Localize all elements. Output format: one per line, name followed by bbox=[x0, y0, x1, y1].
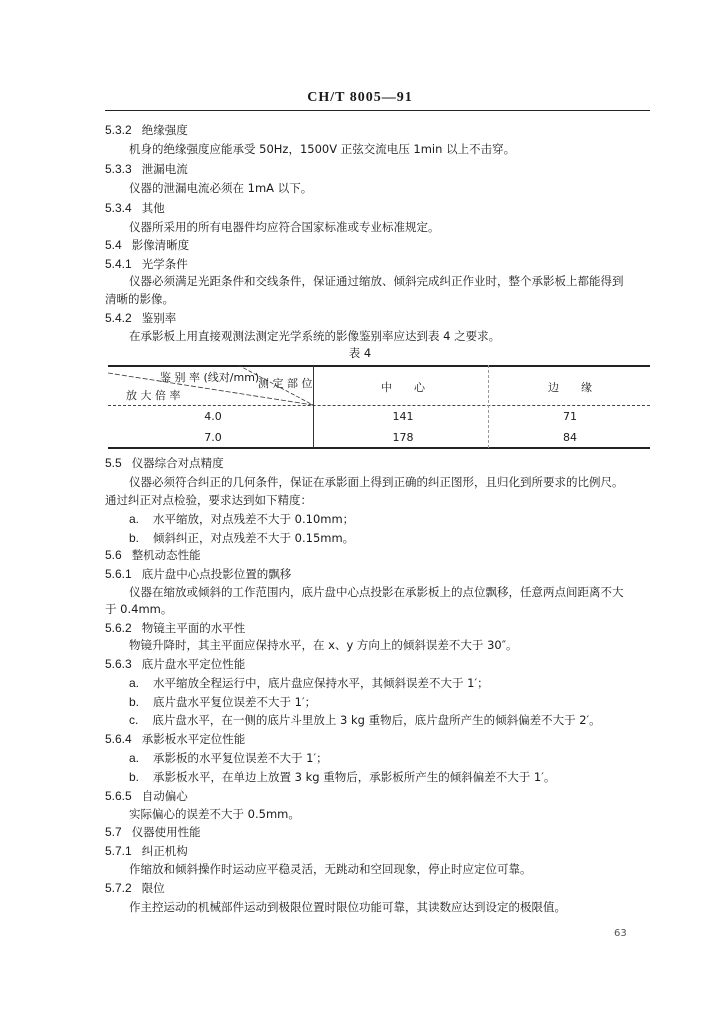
cell-edge: 71 bbox=[563, 410, 577, 423]
cell-mag: 7.0 bbox=[204, 431, 222, 444]
line-text: 作缩放和倾斜操作时运动应平稳灵活，无跳动和空回现象，停止时应定位可靠。 bbox=[129, 862, 532, 876]
section-title: 底片盘水平定位性能 bbox=[141, 657, 246, 671]
item-marker: b. bbox=[129, 770, 140, 784]
table-bottom-rule bbox=[108, 447, 650, 449]
line-text: 仪器必须满足光距条件和交线条件，保证通过缩放、倾斜完成纠正作业时，整个承影板上都能得到 bbox=[129, 274, 624, 288]
cell-center: 141 bbox=[392, 410, 414, 423]
section-title: 自动偏心 bbox=[141, 789, 188, 803]
section-title: 仪器使用性能 bbox=[131, 825, 201, 839]
line-text: 承影板的水平复位误差不大于 1′； bbox=[153, 751, 328, 765]
section-title: 物镜主平面的水平性 bbox=[141, 621, 246, 635]
item-marker: a. bbox=[129, 751, 140, 765]
line-text: 仪器所采用的所有电器件均应符合国家标准或专业标准规定。 bbox=[129, 220, 440, 234]
paragraph-line bbox=[129, 180, 312, 196]
header-magnification: 放 大 倍 率 bbox=[126, 389, 181, 402]
paragraph-line bbox=[129, 861, 532, 877]
section-title: 限位 bbox=[141, 881, 165, 895]
list-item bbox=[129, 694, 316, 710]
paragraph-line bbox=[129, 141, 515, 157]
table-divider-dashed bbox=[488, 365, 489, 448]
paragraph-line bbox=[129, 273, 624, 289]
section-number: 5.7.1 bbox=[105, 844, 132, 858]
section-heading bbox=[105, 566, 291, 582]
section-title: 纠正机构 bbox=[141, 844, 188, 858]
line-text: 仪器在缩放或倾斜的工作范围内，底片盘中心点投影在承影板上的点位飘移，任意两点间距离不大 bbox=[129, 585, 624, 599]
section-number: 5.6.2 bbox=[105, 621, 132, 635]
section-heading bbox=[105, 880, 165, 896]
section-title: 承影板水平定位性能 bbox=[141, 732, 246, 746]
header-rule bbox=[105, 110, 650, 111]
section-title: 底片盘中心点投影位置的飘移 bbox=[141, 567, 292, 581]
section-number: 5.6.1 bbox=[105, 567, 132, 581]
column-center: 中 心 bbox=[381, 381, 425, 394]
list-item bbox=[129, 769, 555, 785]
section-title: 泄漏电流 bbox=[141, 162, 188, 176]
line-text: 通过纠正对点检验，要求达到如下精度： bbox=[105, 493, 312, 507]
list-item bbox=[129, 750, 328, 766]
line-text: 水平缩放，对点残差不大于 0.10mm； bbox=[153, 512, 355, 526]
section-number: 5.5 bbox=[105, 456, 122, 470]
line-text: 水平缩放全程运行中，底片盘应保持水平，其倾斜误差不大于 1′； bbox=[153, 676, 489, 690]
paragraph-line bbox=[105, 492, 312, 508]
paragraph-line bbox=[129, 219, 440, 235]
table-4 bbox=[108, 365, 650, 448]
line-text: 清晰的影像。 bbox=[105, 292, 174, 306]
section-number: 5.3.2 bbox=[105, 123, 132, 137]
line-text: 倾斜纠正，对点残差不大于 0.15mm。 bbox=[153, 531, 355, 545]
section-heading bbox=[105, 656, 245, 672]
header-resolution: 鉴 别 率 (线对/mm) bbox=[160, 371, 260, 384]
section-number: 5.7.2 bbox=[105, 881, 132, 895]
section-heading bbox=[105, 843, 188, 859]
line-text: 在承影板上用直接观测法测定光学系统的影像鉴别率应达到表 4 之要求。 bbox=[129, 329, 501, 343]
item-marker: c. bbox=[129, 713, 139, 727]
section-heading bbox=[105, 620, 245, 636]
section-number: 5.3.3 bbox=[105, 162, 132, 176]
document-header: CH/T 8005—91 bbox=[307, 90, 413, 105]
section-title: 整机动态性能 bbox=[131, 548, 201, 562]
list-item bbox=[129, 530, 354, 546]
section-heading bbox=[105, 731, 245, 747]
section-number: 5.4.2 bbox=[105, 311, 132, 325]
page-number: 63 bbox=[614, 928, 627, 939]
line-text: 底片盘水平复位误差不大于 1′； bbox=[153, 695, 317, 709]
section-heading bbox=[105, 122, 188, 138]
paragraph-line bbox=[129, 637, 518, 653]
section-title: 其他 bbox=[141, 201, 165, 215]
section-heading bbox=[105, 547, 201, 563]
section-heading bbox=[105, 237, 189, 253]
table-caption: 表 4 bbox=[348, 346, 372, 360]
line-text: 作主控运动的机械部件运动到极限位置时限位功能可靠，其读数应达到设定的极限值。 bbox=[129, 900, 566, 914]
section-number: 5.6 bbox=[105, 548, 122, 562]
item-marker: b. bbox=[129, 695, 140, 709]
section-number: 5.4.1 bbox=[105, 257, 132, 271]
section-title: 仪器综合对点精度 bbox=[131, 456, 224, 470]
section-number: 5.6.4 bbox=[105, 732, 132, 746]
line-text: 物镜升降时，其主平面应保持水平，在 x、y 方向上的倾斜误差不大于 30″。 bbox=[129, 638, 518, 652]
line-text: 于 0.4mm。 bbox=[105, 602, 173, 616]
column-edge: 边 缘 bbox=[548, 381, 592, 394]
section-title: 绝缘强度 bbox=[141, 123, 188, 137]
header-position: 测 定 部 位 bbox=[258, 377, 313, 390]
paragraph-line bbox=[129, 806, 300, 822]
section-title: 鉴别率 bbox=[141, 311, 177, 325]
section-title: 影像清晰度 bbox=[131, 238, 190, 252]
paragraph-line bbox=[129, 328, 500, 344]
section-heading bbox=[105, 256, 188, 272]
paragraph-line bbox=[129, 899, 566, 915]
section-heading bbox=[105, 161, 188, 177]
section-number: 5.6.3 bbox=[105, 657, 132, 671]
line-text: 机身的绝缘强度应能承受 50Hz，1500V 正弦交流电压 1min 以上不击穿。 bbox=[129, 142, 516, 156]
line-text: 承影板水平，在单边上放置 3 kg 重物后，承影板所产生的倾斜偏差不大于 1′。 bbox=[153, 770, 556, 784]
section-title: 光学条件 bbox=[141, 257, 188, 271]
list-item bbox=[129, 712, 601, 728]
section-number: 5.4 bbox=[105, 238, 122, 252]
section-number: 5.7 bbox=[105, 825, 122, 839]
item-marker: a. bbox=[129, 676, 140, 690]
section-number: 5.6.5 bbox=[105, 789, 132, 803]
cell-center: 178 bbox=[392, 431, 414, 444]
line-text: 底片盘水平，在一侧的底片斗里放上 3 kg 重物后，底片盘所产生的倾斜偏差不大于 2′。 bbox=[152, 713, 601, 727]
section-heading bbox=[105, 788, 188, 804]
item-marker: b. bbox=[129, 531, 140, 545]
item-marker: a. bbox=[129, 512, 140, 526]
paragraph-line bbox=[129, 584, 624, 600]
paragraph-line bbox=[129, 474, 624, 490]
line-text: 仪器必须符合纠正的几何条件，保证在承影面上得到正确的纠正图形，且归化到所要求的比例尺。 bbox=[129, 475, 624, 489]
paragraph-line bbox=[105, 601, 172, 617]
section-heading bbox=[105, 200, 165, 216]
list-item bbox=[129, 511, 354, 527]
section-number: 5.3.4 bbox=[105, 201, 132, 215]
cell-edge: 84 bbox=[563, 431, 577, 444]
section-heading bbox=[105, 455, 224, 471]
list-item bbox=[129, 675, 489, 691]
section-heading bbox=[105, 310, 176, 326]
section-heading bbox=[105, 824, 201, 840]
line-text: 实际偏心的误差不大于 0.5mm。 bbox=[129, 807, 300, 821]
paragraph-line bbox=[105, 291, 174, 307]
line-text: 仪器的泄漏电流必须在 1mA 以下。 bbox=[129, 181, 313, 195]
cell-mag: 4.0 bbox=[204, 410, 222, 423]
